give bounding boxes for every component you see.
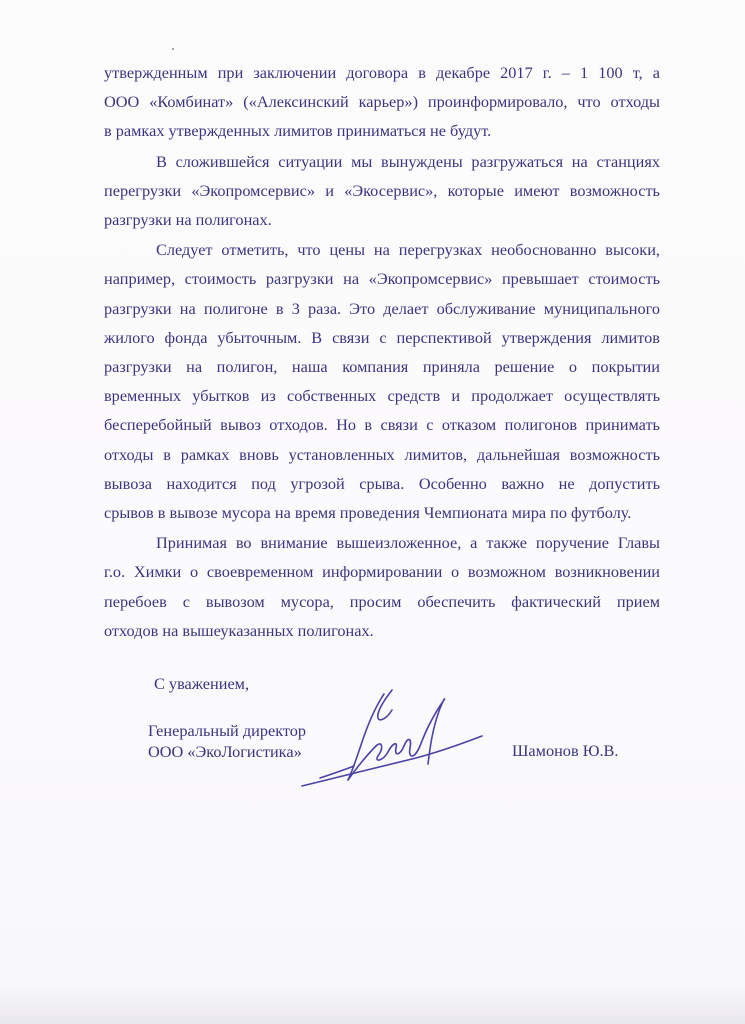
paragraph-line: например, стоимость разгрузки на «Экопромсервис» превышает стоимость: [104, 269, 660, 289]
paragraph-line: в рамках утвержденных лимитов приниматься не будут.: [104, 121, 492, 141]
closing-salutation: С уважением,: [154, 674, 250, 693]
paragraph-line: бесперебойный вывоз отходов. Но в связи с отказом полигонов принимать: [104, 415, 660, 435]
paragraph-line: ООО «Комбинат» («Алексинский карьер») проинформировало, что отходы: [104, 92, 660, 112]
paragraph-3: [104, 235, 660, 527]
paragraph-line: г.о. Химки о своевременном информировании о возможном возникновении: [104, 562, 660, 582]
paragraph-line: разгрузки на полигоне в 3 раза. Это делает обслуживание муниципального: [104, 298, 660, 318]
paper-speck: [172, 48, 174, 50]
paragraph-line: срывов в вывозе мусора на время проведения Чемпионата мира по футболу.: [104, 503, 632, 523]
paragraph-line: перегрузки «Экопромсервис» и «Экосервис», которые имеют возможность: [104, 180, 660, 200]
paragraph-line: отходы в рамках вновь установленных лимитов, дальнейшая возможность: [104, 444, 660, 464]
paragraph-line: Следует отметить, что цены на перегрузках необоснованно высоки,: [156, 240, 660, 260]
paragraph-line: утвержденным при заключении договора в декабре 2017 г. – 1 100 т, а: [104, 63, 660, 82]
paragraph-line: вывоза находится под угрозой срыва. Особенно важно не допустить: [104, 473, 660, 493]
letter-body: [104, 58, 660, 646]
paragraph-line: перебоев с вывозом мусора, просим обеспечить фактический прием: [104, 591, 660, 611]
paragraph-line: отходов на вышеуказанных полигонах.: [104, 620, 374, 640]
paragraph-line: разгрузки на полигонах.: [104, 210, 272, 230]
paragraph-line: В сложившейся ситуации мы вынуждены разгружаться на станциях: [156, 151, 660, 171]
paragraph-1: [104, 58, 660, 146]
paragraph-line: жилого фонда убыточным. В связи с перспективой утверждения лимитов: [104, 327, 660, 347]
signatory-name: Шамонов Ю.В.: [512, 741, 619, 760]
paragraph-line: разгрузки на полигон, наша компания приняла решение о покрытии: [104, 357, 660, 377]
signatory-position: Генеральный директор: [148, 721, 307, 740]
paragraph-line: Принимая во внимание вышеизложенное, а также поручение Главы: [156, 533, 660, 553]
signatory-company: ООО «ЭкоЛогистика»: [148, 742, 302, 761]
handwritten-signature: [296, 680, 486, 800]
paragraph-2: [104, 147, 660, 235]
signatory-title: [148, 720, 306, 762]
paragraph-4: [104, 528, 660, 645]
paragraph-line: временных убытков из собственных средств и продолжает осуществлять: [104, 386, 660, 406]
